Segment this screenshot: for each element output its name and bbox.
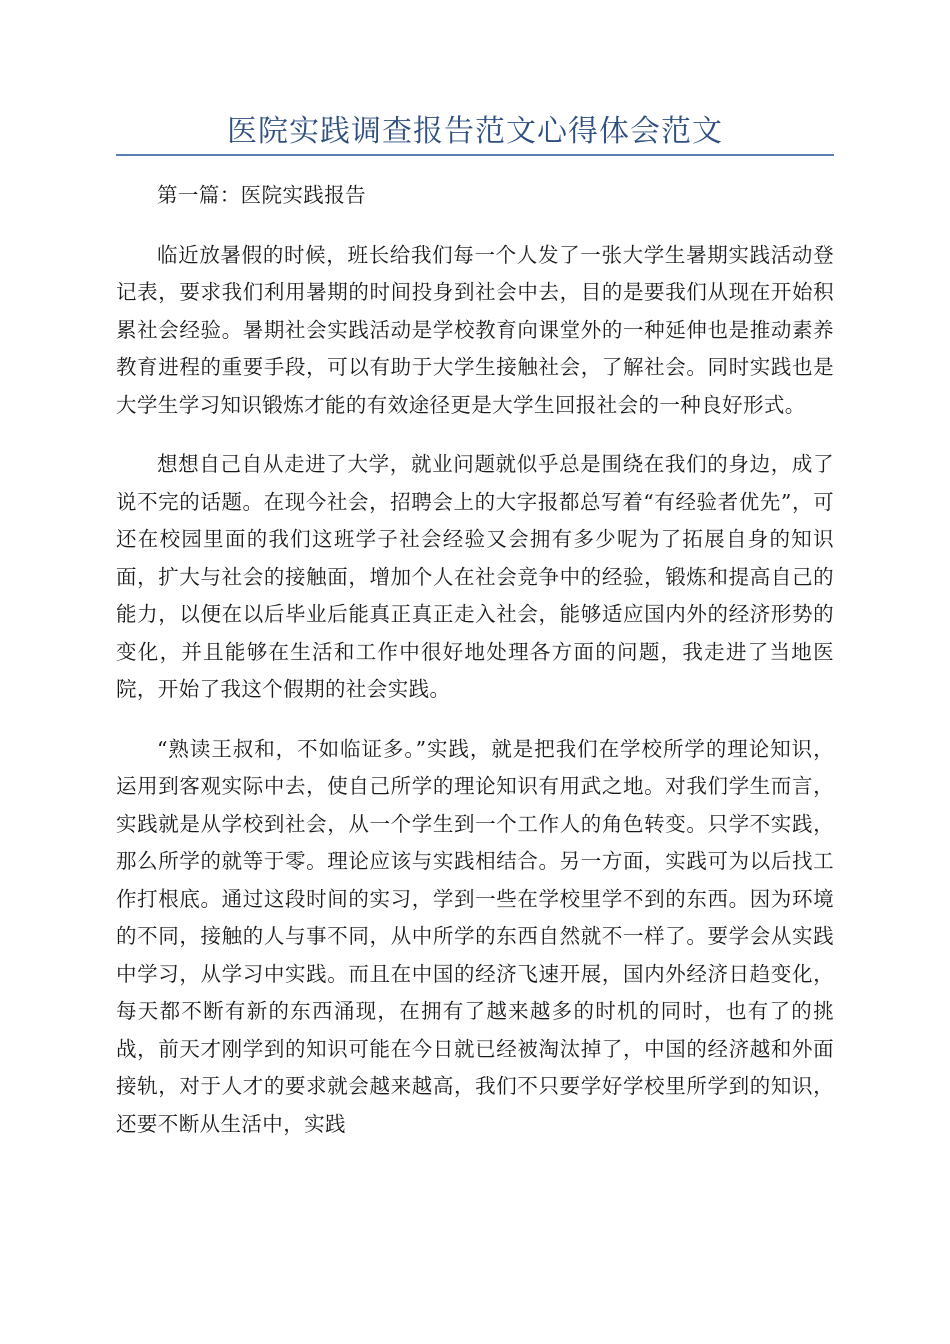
title-underline <box>116 154 834 156</box>
section-heading: 第一篇：医院实践报告 <box>157 183 366 207</box>
paragraph-2: 想想自己自从走进了大学，就业问题就似乎总是围绕在我们的身边，成了说不完的话题。在现今社会，招聘会上的大字报都总写着“有经验者优先”，可还在校园里面的我们这班学子社会经验又会拥有多少呢为了拓展自身的知识面，扩大与社会的接触面，增加个人在社会竞争中的经验，锻炼和提高自己的能力，以便在以后毕业后能真正真正走入社会，能够适应国内外的经济形势的变化，并且能够在生活和工作中很好地处理各方面的问题，我走进了当地医院，开始了我这个假期的社会实践。 <box>116 452 834 701</box>
paragraph-1: 临近放暑假的时候，班长给我们每一个人发了一张大学生暑期实践活动登记表，要求我们利用暑期的时间投身到社会中去，目的是要我们从现在开始积累社会经验。暑期社会实践活动是学校教育向课堂外的一种延伸也是推动素养教育进程的重要手段，可以有助于大学生接触社会，了解社会。同时实践也是大学生学习知识锻炼才能的有效途径更是大学生回报社会的一种良好形式。 <box>116 242 834 417</box>
document-title: 医院实践调查报告范文心得体会范文 <box>227 114 723 149</box>
paragraph-3: “熟读王叔和，不如临证多。”实践，就是把我们在学校所学的理论知识，运用到客观实际中去，使自己所学的理论知识有用武之地。对我们学生而言，实践就是从学校到社会，从一个学生到一个工作人的角色转变。只学不实践，那么所学的就等于零。理论应该与实践相结合。另一方面，实践可为以后找工作打根底。通过这段时间的实习，学到一些在学校里学不到的东西。因为环境的不同，接触的人与事不同，从中所学的东西自然就不一样了。要学会从实践中学习，从学习中实践。而且在中国的经济飞速开展，国内外经济日趋变化，每天都不断有新的东西涌现，在拥有了越来越多的时机的同时，也有了的挑战，前天才刚学到的知识可能在今日就已经被淘汰掉了，中国的经济越和外面接轨，对于人才的要求就会越来越高，我们不只要学好学校里所学到的知识，还要不断从生活中，实践 <box>116 736 834 1136</box>
document-body <box>116 177 834 1143</box>
